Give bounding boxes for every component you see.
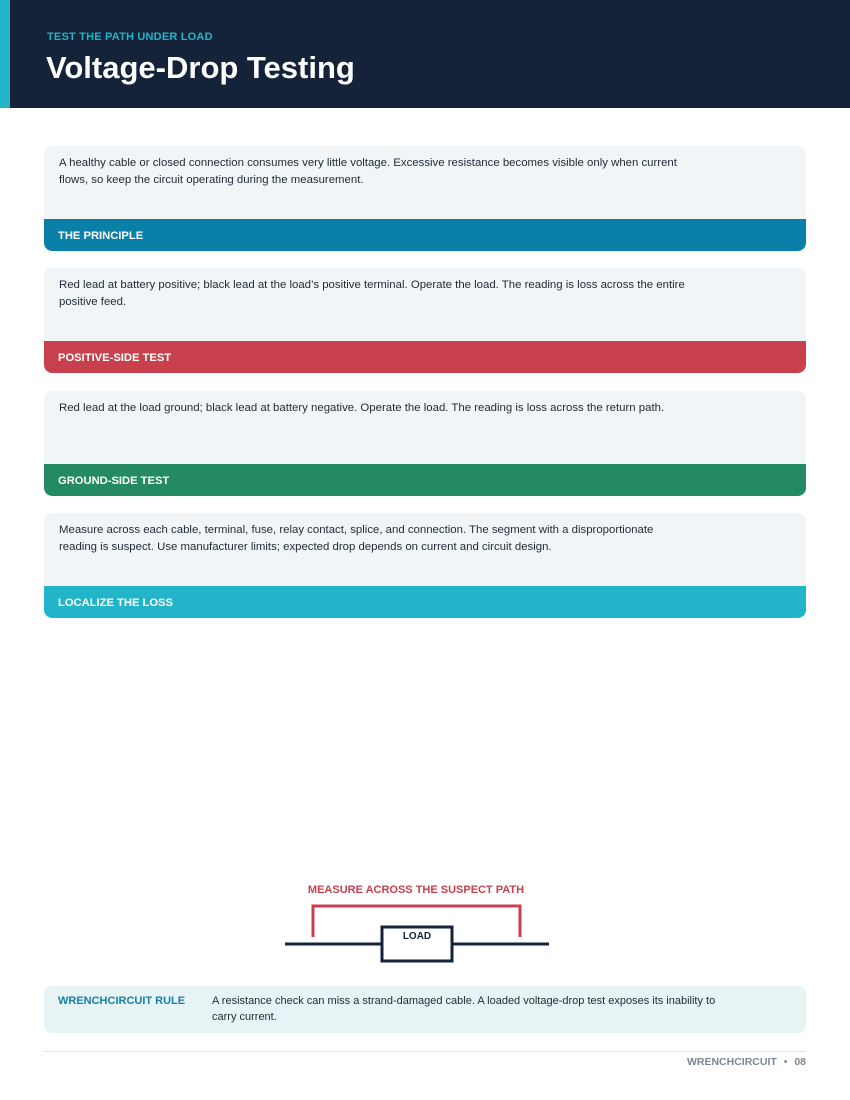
section-card-positive-side bbox=[44, 268, 806, 373]
footer-brand: WRENCHCIRCUIT bbox=[686, 1056, 777, 1068]
section-card-localize bbox=[44, 513, 806, 618]
section-card-ground-side bbox=[44, 391, 806, 496]
section-label: LOCALIZE THE LOSS bbox=[58, 597, 173, 609]
page-number: 08 bbox=[794, 1056, 806, 1068]
section-body: A healthy cable or closed connection consumes very little voltage. Excessive resistance becomes visible only when current flows, so keep the circuit operating during the measurement. bbox=[59, 157, 677, 186]
rule-label: WRENCHCIRCUIT RULE bbox=[58, 995, 186, 1007]
footer-divider bbox=[44, 1051, 806, 1052]
diagram-title: MEASURE ACROSS THE SUSPECT PATH bbox=[307, 884, 525, 896]
section-label: POSITIVE-SIDE TEST bbox=[58, 352, 172, 364]
section-label-bar bbox=[44, 219, 806, 251]
section-label-bar bbox=[44, 464, 806, 496]
rule-text: A resistance check can miss a strand-damaged cable. A loaded voltage-drop test exposes its inability to carry current. bbox=[212, 995, 716, 1023]
page-footer bbox=[687, 1056, 806, 1068]
section-label: GROUND-SIDE TEST bbox=[58, 475, 170, 487]
header-accent-bar bbox=[0, 0, 10, 108]
section-card-principle bbox=[44, 146, 806, 251]
footer-separator: • bbox=[783, 1056, 788, 1068]
section-body: Red lead at battery positive; black lead at the load’s positive terminal. Operate the load. The reading is loss across the entire positive feed. bbox=[59, 279, 685, 308]
page-header bbox=[0, 0, 850, 108]
rule-callout bbox=[44, 986, 806, 1033]
section-label: THE PRINCIPLE bbox=[58, 230, 144, 242]
section-label-bar bbox=[44, 341, 806, 373]
section-body: Measure across each cable, terminal, fuse, relay contact, splice, and connection. The segment with a disproportionate reading is suspect. Use manufacturer limits; expected drop depends on current and circuit design. bbox=[59, 524, 654, 553]
load-label: LOAD bbox=[402, 931, 432, 942]
header-eyebrow: TEST THE PATH UNDER LOAD bbox=[47, 31, 213, 43]
page-title: Voltage-Drop Testing bbox=[46, 50, 355, 85]
section-label-bar bbox=[44, 586, 806, 618]
section-body: Red lead at the load ground; black lead at battery negative. Operate the load. The reading is loss across the return path. bbox=[59, 402, 665, 414]
